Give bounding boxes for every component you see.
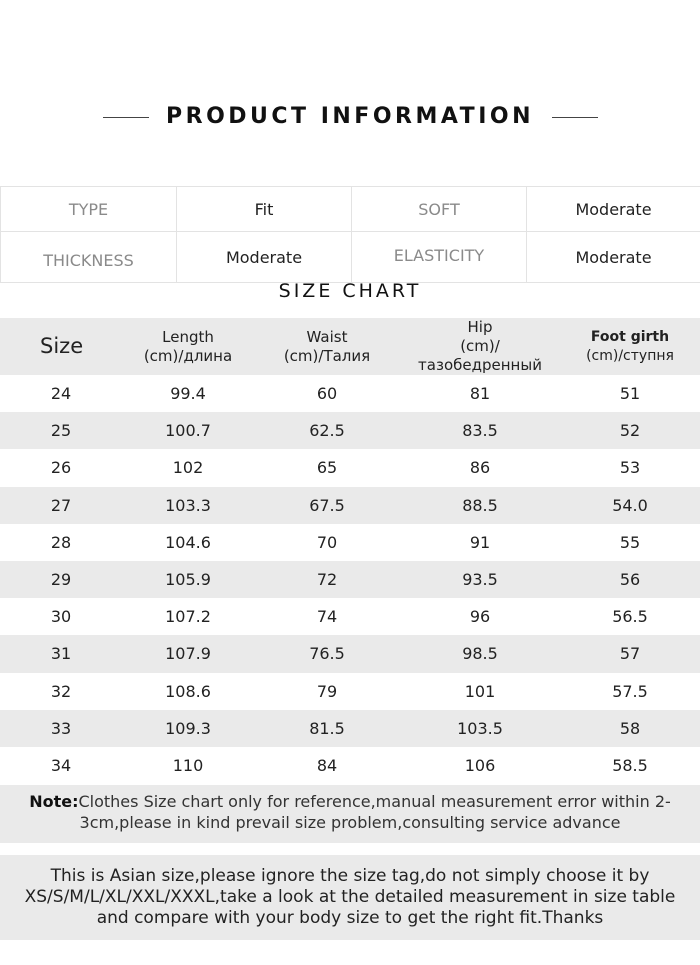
length-cell: 103.3 bbox=[122, 487, 254, 524]
hip-cell: 86 bbox=[400, 449, 560, 486]
hip-column-header bbox=[400, 318, 560, 375]
size-cell: 34 bbox=[0, 747, 122, 784]
hip-header-line1: Hip bbox=[467, 318, 493, 336]
foot-header-line1: Foot girth bbox=[590, 328, 670, 345]
size-row bbox=[0, 673, 700, 710]
length-cell: 104.6 bbox=[122, 524, 254, 561]
length-header-line2: (cm)/длина bbox=[143, 346, 233, 365]
hip-cell: 96 bbox=[400, 598, 560, 635]
foot-girth-cell: 57 bbox=[560, 635, 700, 672]
page-title: PRODUCT INFORMATION bbox=[166, 104, 534, 129]
hip-cell: 101 bbox=[400, 673, 560, 710]
header-divider-left bbox=[103, 117, 149, 118]
elasticity-value: Moderate bbox=[527, 232, 700, 283]
hip-cell: 103.5 bbox=[400, 710, 560, 747]
hip-header-line2: (cm)/тазобедренный bbox=[418, 337, 542, 374]
foot-girth-cell: 56.5 bbox=[560, 598, 700, 635]
asian-size-notice: This is Asian size,please ignore the size tag,do not simply choose it by XS/S/M/L/XL/XXL/XXXL,take a look at the detailed measurement in size table and compare with your body size to get the right fit.Thanks bbox=[0, 855, 700, 940]
length-column-header bbox=[122, 318, 254, 375]
size-cell: 25 bbox=[0, 412, 122, 449]
size-row bbox=[0, 561, 700, 598]
size-chart-header-row bbox=[0, 318, 700, 375]
waist-cell: 65 bbox=[254, 449, 400, 486]
hip-cell: 93.5 bbox=[400, 561, 560, 598]
length-cell: 105.9 bbox=[122, 561, 254, 598]
size-row bbox=[0, 747, 700, 784]
waist-column-header bbox=[254, 318, 400, 375]
type-label: TYPE bbox=[1, 187, 177, 232]
note-label: Note: bbox=[29, 792, 79, 811]
size-row bbox=[0, 710, 700, 747]
foot-girth-cell: 52 bbox=[560, 412, 700, 449]
size-chart-table bbox=[0, 318, 700, 784]
size-cell: 26 bbox=[0, 449, 122, 486]
size-column-header: Size bbox=[0, 318, 122, 375]
soft-value: Moderate bbox=[527, 187, 700, 232]
size-row bbox=[0, 524, 700, 561]
waist-cell: 70 bbox=[254, 524, 400, 561]
size-cell: 33 bbox=[0, 710, 122, 747]
size-cell: 30 bbox=[0, 598, 122, 635]
size-row bbox=[0, 449, 700, 486]
foot-girth-cell: 58 bbox=[560, 710, 700, 747]
length-header-line1: Length bbox=[162, 327, 214, 346]
hip-cell: 81 bbox=[400, 375, 560, 412]
hip-cell: 83.5 bbox=[400, 412, 560, 449]
product-info-table bbox=[0, 186, 700, 283]
hip-cell: 91 bbox=[400, 524, 560, 561]
product-information-header bbox=[0, 96, 700, 140]
size-row bbox=[0, 598, 700, 635]
waist-cell: 79 bbox=[254, 673, 400, 710]
length-cell: 110 bbox=[122, 747, 254, 784]
waist-cell: 62.5 bbox=[254, 412, 400, 449]
size-cell: 32 bbox=[0, 673, 122, 710]
product-info-row bbox=[1, 187, 700, 232]
waist-header-line2: (cm)/Талия bbox=[283, 346, 371, 365]
product-info-row bbox=[1, 232, 700, 283]
waist-header-line1: Waist bbox=[306, 327, 348, 346]
size-row bbox=[0, 375, 700, 412]
foot-girth-cell: 54.0 bbox=[560, 487, 700, 524]
size-row bbox=[0, 635, 700, 672]
length-cell: 99.4 bbox=[122, 375, 254, 412]
type-value: Fit bbox=[177, 187, 352, 232]
hip-cell: 88.5 bbox=[400, 487, 560, 524]
size-cell: 24 bbox=[0, 375, 122, 412]
length-cell: 102 bbox=[122, 449, 254, 486]
hip-cell: 106 bbox=[400, 747, 560, 784]
note-box bbox=[0, 785, 700, 843]
size-cell: 31 bbox=[0, 635, 122, 672]
length-cell: 108.6 bbox=[122, 673, 254, 710]
foot-girth-column-header bbox=[560, 318, 700, 375]
waist-cell: 72 bbox=[254, 561, 400, 598]
size-row bbox=[0, 412, 700, 449]
size-chart-title: SIZE CHART bbox=[278, 280, 422, 302]
foot-girth-cell: 55 bbox=[560, 524, 700, 561]
foot-header-line2: (cm)/ступня bbox=[586, 347, 674, 364]
length-cell: 107.2 bbox=[122, 598, 254, 635]
hip-cell: 98.5 bbox=[400, 635, 560, 672]
waist-cell: 60 bbox=[254, 375, 400, 412]
waist-cell: 84 bbox=[254, 747, 400, 784]
foot-girth-cell: 51 bbox=[560, 375, 700, 412]
foot-girth-cell: 57.5 bbox=[560, 673, 700, 710]
soft-label: SOFT bbox=[352, 187, 527, 232]
header-divider-right bbox=[552, 117, 598, 118]
waist-cell: 74 bbox=[254, 598, 400, 635]
size-cell: 28 bbox=[0, 524, 122, 561]
length-cell: 109.3 bbox=[122, 710, 254, 747]
length-cell: 100.7 bbox=[122, 412, 254, 449]
foot-girth-cell: 58.5 bbox=[560, 747, 700, 784]
thickness-label: THICKNESS bbox=[1, 232, 177, 283]
waist-cell: 76.5 bbox=[254, 635, 400, 672]
foot-girth-cell: 56 bbox=[560, 561, 700, 598]
elasticity-label: ELASTICITY bbox=[352, 232, 527, 283]
thickness-value: Moderate bbox=[177, 232, 352, 283]
size-chart-body bbox=[0, 375, 700, 784]
waist-cell: 81.5 bbox=[254, 710, 400, 747]
size-cell: 29 bbox=[0, 561, 122, 598]
note-text: Clothes Size chart only for reference,manual measurement error within 2-3cm,please in kind prevail size problem,consulting service advance bbox=[78, 792, 671, 832]
size-cell: 27 bbox=[0, 487, 122, 524]
foot-girth-cell: 53 bbox=[560, 449, 700, 486]
length-cell: 107.9 bbox=[122, 635, 254, 672]
size-row bbox=[0, 487, 700, 524]
waist-cell: 67.5 bbox=[254, 487, 400, 524]
